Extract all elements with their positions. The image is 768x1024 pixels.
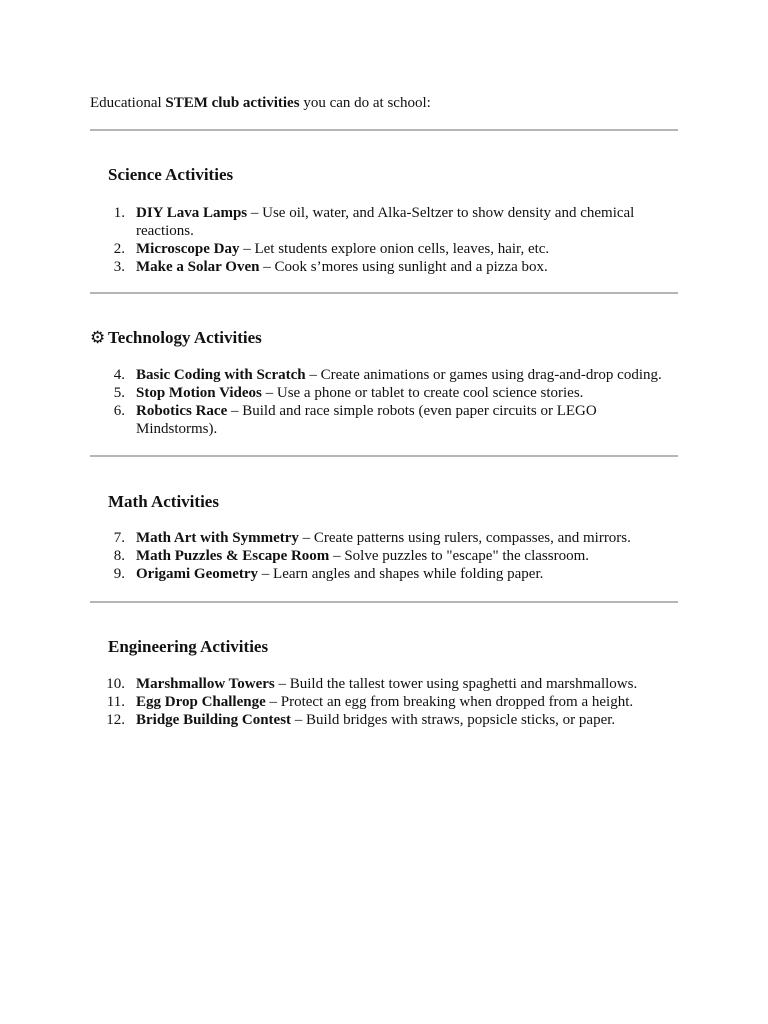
item-name: Math Puzzles & Escape Room [136,548,330,564]
item-description: – Create animations or games using drag-and-drop coding. [305,367,662,383]
item-description: – Build bridges with straws, popsicle sticks, or paper. [291,712,616,728]
item-number: 3. [113,259,125,275]
item-number: 12. [106,712,125,728]
list-item [90,675,678,693]
list-item [90,711,678,729]
section-heading-science: Science Activities [108,165,234,184]
item-description: – Build the tallest tower using spaghetti and marshmallows. [274,676,638,692]
item-description: – Protect an egg from breaking when dropped from a height. [265,694,634,710]
item-name: Robotics Race [136,403,228,419]
item-number: 7. [113,530,125,546]
item-name: DIY Lava Lamps [136,205,248,221]
gear-icon: ⚙ [90,328,106,347]
item-description: – Use a phone or tablet to create cool science stories. [261,385,584,401]
item-description: – Solve puzzles to "escape" the classroom. [329,548,589,564]
item-name: Make a Solar Oven [136,259,260,275]
list-item [90,547,678,565]
item-name: Marshmallow Towers [136,676,275,692]
item-number: 5. [113,385,125,401]
list-item [90,240,678,258]
list-item [90,384,678,402]
item-number: 10. [106,676,125,692]
list-item [90,693,678,711]
item-number: 2. [113,241,125,257]
science-list [90,204,678,276]
item-number: 6. [113,403,125,419]
engineering-list [90,675,678,729]
item-name: Basic Coding with Scratch [136,367,306,383]
list-item [90,258,678,276]
item-name: Egg Drop Challenge [136,694,266,710]
item-description: – Use oil, water, and Alka-Seltzer to show density and chemical reactions. [136,205,635,239]
section-title: Technology Activities [108,328,262,347]
item-description: – Build and race simple robots (even paper circuits or LEGO Mindstorms). [136,403,597,437]
item-name: Bridge Building Contest [136,712,292,728]
intro-prefix: Educational [90,95,166,111]
divider [90,129,678,131]
item-description: – Learn angles and shapes while folding paper. [258,566,544,582]
section-heading-technology [90,328,262,348]
divider [90,292,678,294]
item-description: – Let students explore onion cells, leaves, hair, etc. [239,241,550,257]
divider [90,455,678,457]
item-number: 11. [106,694,125,710]
list-item [90,529,678,547]
divider [90,601,678,603]
item-description: – Create patterns using rulers, compasses, and mirrors. [298,530,631,546]
item-name: Stop Motion Videos [136,385,262,401]
item-number: 8. [113,548,125,564]
item-name: Origami Geometry [136,566,259,582]
list-item [90,565,678,583]
list-item [90,402,678,438]
intro-paragraph [90,94,678,112]
section-heading-engineering: Engineering Activities [108,637,269,656]
item-description: – Cook s’mores using sunlight and a pizza box. [259,259,548,275]
intro-suffix: you can do at school: [299,95,431,111]
item-name: Microscope Day [136,241,240,257]
item-number: 1. [113,205,125,221]
item-number: 4. [113,367,125,383]
list-item [90,204,678,240]
list-item [90,366,678,384]
section-heading-math: Math Activities [108,492,219,511]
item-name: Math Art with Symmetry [136,530,299,546]
item-number: 9. [113,566,125,582]
intro-bold: STEM club activities [165,95,300,111]
technology-list [90,366,678,438]
math-list [90,529,678,583]
